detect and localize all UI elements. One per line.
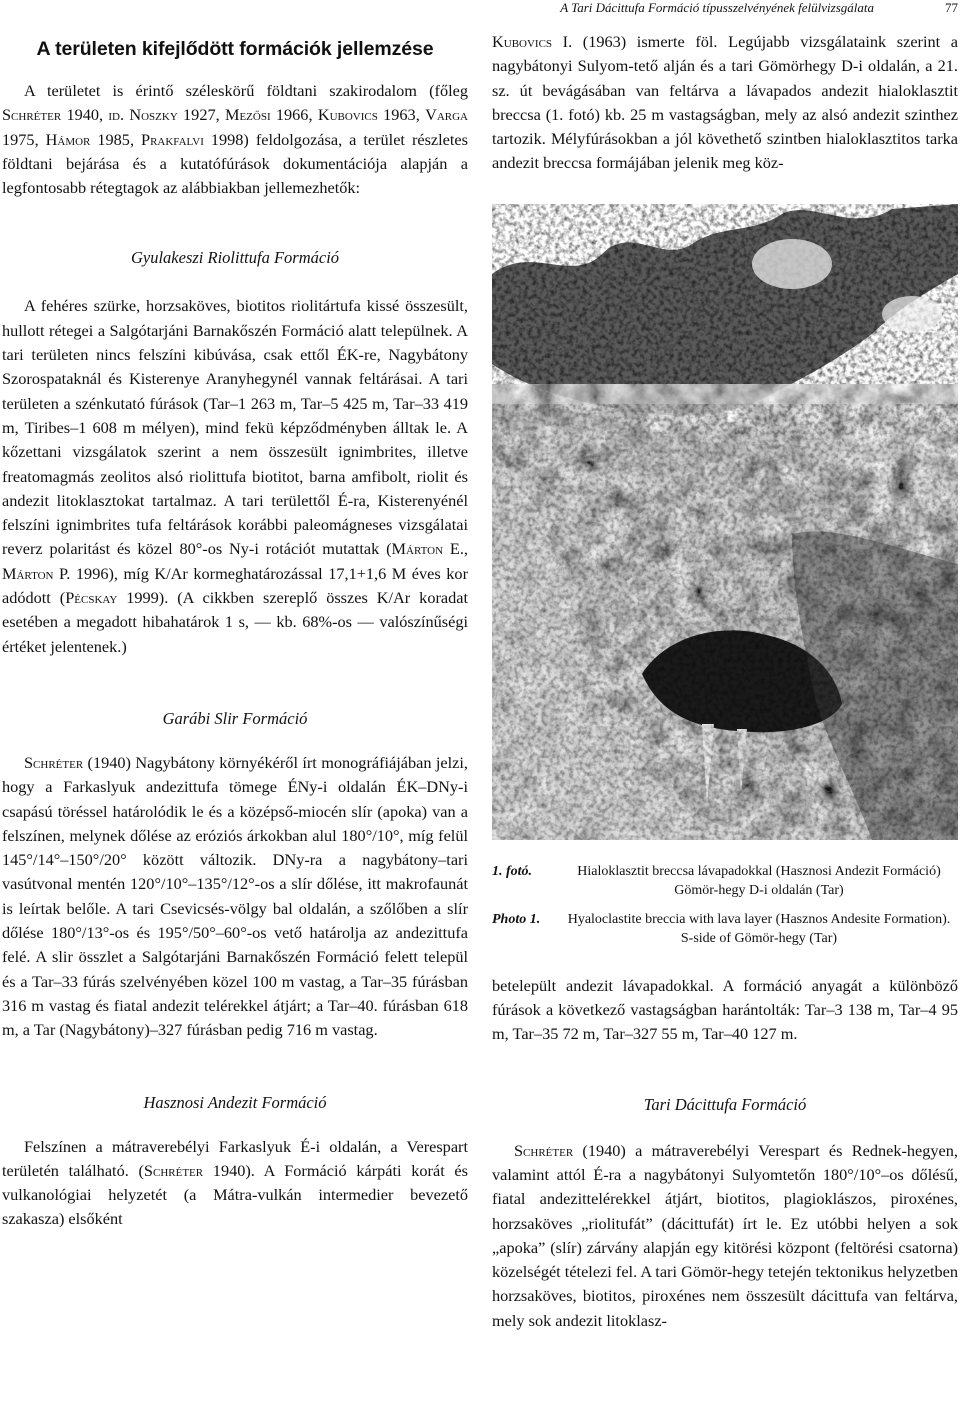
hasznosi-paragraph: Felszínen a mátraverebélyi Farkaslyuk É-i oldalán, a Verespart területén található. (Schréter 1940). A Formáció kárpáti korát és vulkanológiai helyzetét (a Mátra-vulkán intermedier bevezető szakasza) elsőként xyxy=(2,1136,468,1229)
caption-english xyxy=(492,910,958,948)
left-column xyxy=(2,30,468,1232)
garabi-paragraph: Schréter (1940) Nagybátony környékéről írt monográfiájában jelzi, hogy a Farkaslyuk andezittufa tömege ÉNy-i oldalán ÉK–DNy-i csapású töréssel határolódik le és a középső-miocén slír (apoka) van a felszínen, melynek dőlése az eróziós árkokban alul 180°/10°, míg felül 145°/14°–150°/20° között változik. DNy-ra a nagybátony–tari vasútvonal mentén 120°/10°–135°/12°-os a slír dőlése, itt makrofaunát is leírtak belőle. A tari Csevicsés-völgy bal oldalán, a szőlőben a slír dőlése 180°/13°-os és 195°/50°–60°-os vető határolja az andezittufa felé. A slir összlet a Salgótarjáni Barnakőszén Formáció felett települ és a Tar–33 fúrás szelvényében közel 100 m vastag, a Tar–35 fúrásban 316 m vastag és fiatal andezit telérekkel átjárt; a Tar–40. fúrásban 618 m, a Tar (Nagybátony)–327 fúrásban pedig 716 m vastag. xyxy=(2,752,468,1040)
hasznosi-heading: Hasznosi Andezit Formáció xyxy=(143,1092,327,1112)
tari-paragraph: Schréter (1940) a mátraverebélyi Verespart és Rednek-hegyen, valamint attól É-ra a nagybátonyi Sulyomtetőn 180°/10°–os dőlésű, fiatal andezittelérekkel átjárt, biotitos, plagioklászos, piroxénes, horzsaköves „riolitufát” (dácittufát) írt le. Ez utóbbi helyen a sok „apoka” (slír) zárvány alapján egy kitörési központ (feltörési csatorna) közelségét tételezi fel. A tari Gömör-hegy tetején tektonikus helyzetben horzsaköves, biotitos, piroxénes nem összesült dácittufa van feltárva, mely sok andezit litoklasz- xyxy=(492,1140,958,1330)
author-name: Schréter xyxy=(24,752,84,772)
gyulakeszi-paragraph: A fehéres szürke, horzsaköves, biotitos riolitártufa kissé összesült, hullott rétegei a Salgótarjáni Barnakőszén Formáció alatt települnek. A tari területen nincs felszíni kibúvása, csak ettől ÉK-re, Nagybátony Szorospataknál és Kisterenye Aranyhegynél vannak feltárásai. A tari területen a szénkutató fúrások (Tar–1 263 m, Tar–5 425 m, Tar–33 419 m, Tiribes–1 608 m mélyen), mind fekü képződményben álltak le. A kőzettani vizsgálatok szerint a nem összesült ignimbrites, illetve freatomagmás zeolitos alsó riolittufa biotitot, barna amfibolt, riolit és andezit litoklasztokat tartalmaz. A tari területtől É-ra, Kisterenyénél felszíni ignimbrites tufa feltárások korábbi paleomágneses vizsgálatai reverz polaritást és közel 80°-os Ny-i rotációt mutattak (Márton E., Márton P. 1996), míg K/Ar kormeghatározással 17,1+1,6 M éves kor adódott (Pécskay 1999). (A cikkben szereplő összes K/Ar koradat esetében a megadott hibahatárok 1 s, — kb. 68%-os — valószínűségi értéket jelentenek.) xyxy=(2,296,468,656)
outcrop-photo xyxy=(492,204,958,840)
caption-label: Photo 1. xyxy=(492,911,541,927)
author-name: Schréter xyxy=(514,1140,574,1160)
photo-caption xyxy=(492,862,958,948)
caption-hungarian xyxy=(492,862,958,900)
author-name: id. Noszky xyxy=(108,105,178,125)
after-photo-paragraph: betelepült andezit lávapadokkal. A formáció anyagát a különböző fúrások a következő vastagságban harántolták: Tar–3 138 m, Tar–4 95 m, Tar–35 72 m, Tar–327 55 m, Tar–40 127 m. xyxy=(492,975,958,1044)
author-name: Márton xyxy=(2,563,54,583)
page-number: 77 xyxy=(945,0,958,15)
running-header xyxy=(0,0,960,18)
author-name: Schréter xyxy=(143,1160,204,1180)
author-name: Pécskay xyxy=(65,588,118,608)
author-name: Mezősi xyxy=(224,105,271,125)
garabi-heading: Garábi Slir Formáció xyxy=(162,708,308,728)
author-name: Varga xyxy=(425,105,468,125)
right-column xyxy=(492,30,958,1333)
section-title: A területen kifejlődött formációk jellemzése xyxy=(36,38,434,60)
author-name: Kubovics xyxy=(492,32,553,51)
intro-paragraph: A területet is érintő széleskörű földtani szakirodalom (főleg Schréter 1940, id. Noszky 1927, Mezősi 1966, Kubovics 1963, Varga 1975, Hámor 1985, Prakfalvi 1998) feldolgozása, a terület részletes földtani bejárása és a kutatófúrások dokumentációja alapján a legfontosabb rétegtagok az alábbiakban jellemezhetők: xyxy=(2,81,468,198)
author-name: Prakfalvi xyxy=(141,129,204,149)
hasznosi-continuation: Kubovics I. (1963) ismerte föl. Legújabb vizsgálataink szerint a nagybátonyi Sulyom-tető alján és a tari Gömörhegy D-i oldalán, a 21. sz. út bevágásában van feltárva a lávapados andezit hialoklasztit breccsa (1. fotó) kb. 25 m vastagságban, mely az alsó andezit szinthez tartozik. Mélyfúrásokban a jól követhető szintben hialoklasztitos tarka andezit breccsa formájában jelenik meg köz- xyxy=(492,32,958,173)
gyulakeszi-heading: Gyulakeszi Riolittufa Formáció xyxy=(130,248,340,268)
author-name: Kubovics xyxy=(317,105,378,125)
author-name: Schréter xyxy=(2,105,62,125)
running-title: A Tari Dácittufa Formáció típusszelvényének felülvizsgálata xyxy=(560,0,874,15)
tari-heading: Tari Dácittufa Formáció xyxy=(643,1094,807,1114)
author-name: Hámor xyxy=(45,129,91,149)
author-name: Márton xyxy=(391,539,444,559)
caption-text: Hialoklasztit breccsa lávapadokkal (Hasznosi Andezit Formáció) Gömör-hegy D-i oldalán (Tar) xyxy=(577,863,941,898)
caption-label: 1. fotó. xyxy=(492,863,533,879)
caption-text: Hyaloclastite breccia with lava layer (Hasznos Andesite Formation). S-side of Gömör-hegy (Tar) xyxy=(567,911,951,946)
